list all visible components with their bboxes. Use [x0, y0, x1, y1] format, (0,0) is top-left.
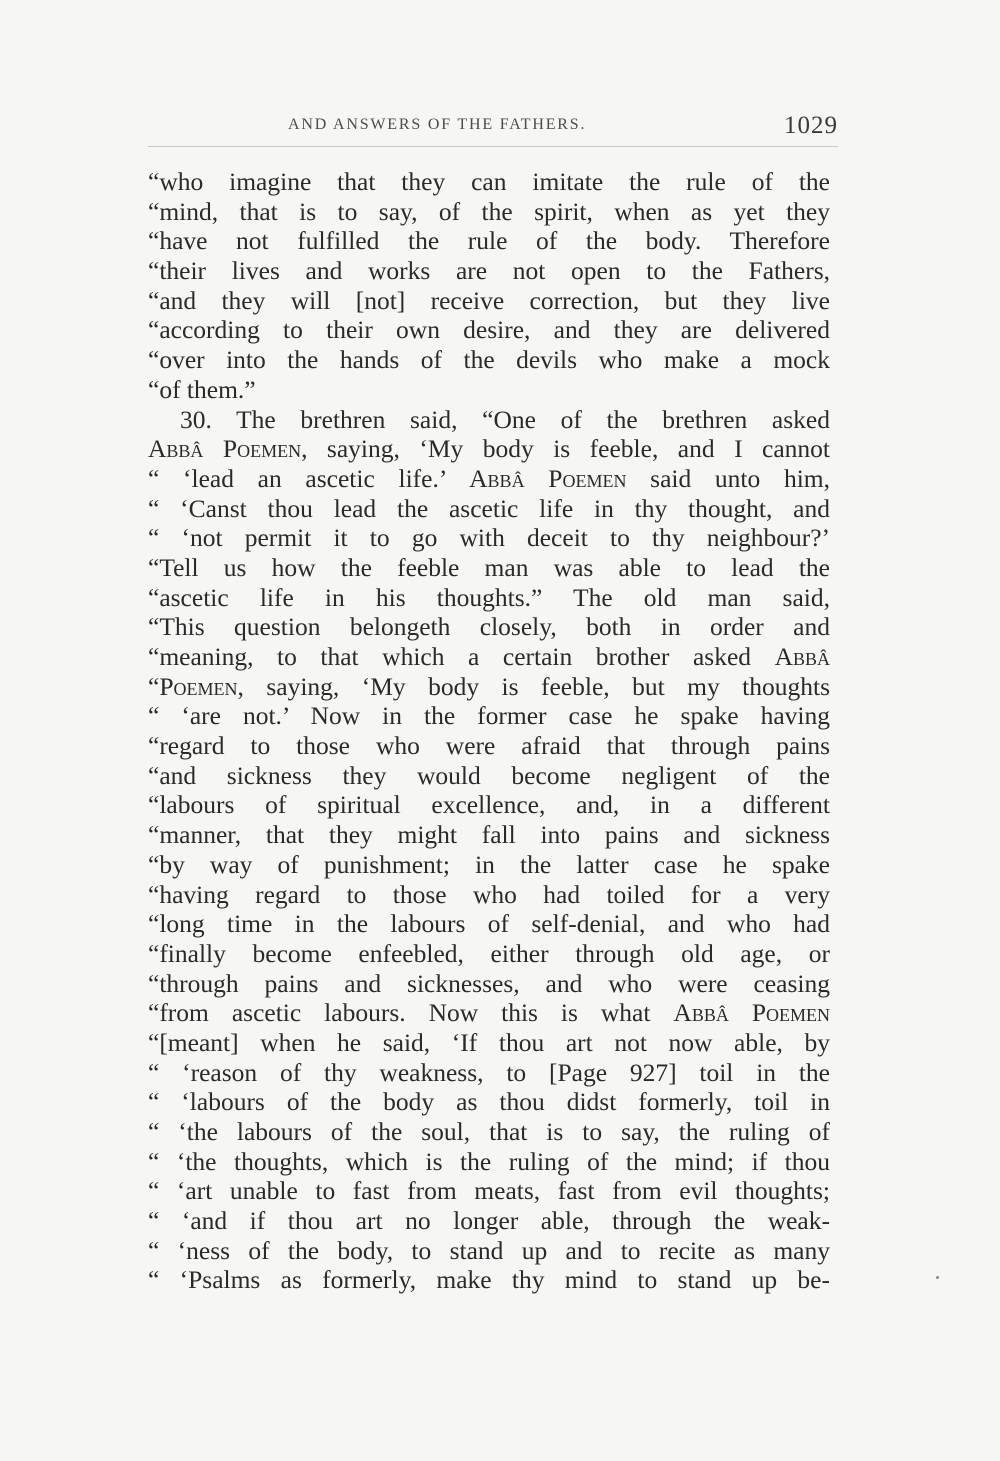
- text-line: “manner, that they might fall into pains and sickness: [148, 820, 830, 850]
- small-caps-name: Abbâ: [469, 463, 525, 493]
- small-caps-name: Abbâ: [673, 998, 729, 1028]
- text-line: “by way of punishment; in the latter case he spake: [148, 849, 830, 879]
- text-line: “having regard to those who had toiled for a very: [148, 879, 830, 909]
- text-line: Abbâ Poemen, saying, ‘My body is feeble, and I cannot: [148, 434, 830, 464]
- small-caps-name: Poemen: [222, 434, 302, 464]
- text-line: “and sickness they would become negligent of the: [148, 760, 830, 790]
- text-line: “ ‘Canst thou lead the ascetic life in thy thought, and: [148, 493, 830, 523]
- text-line: “Tell us how the feeble man was able to lead the: [148, 552, 830, 582]
- running-head: [148, 112, 838, 142]
- text-line: “ ‘the thoughts, which is the ruling of the mind; if thou: [148, 1146, 830, 1176]
- text-line: “labours of spiritual excellence, and, in a different: [148, 790, 830, 820]
- text-line: “from ascetic labours. Now this is what Abbâ Poemen: [148, 998, 830, 1028]
- text-line: “have not fulfilled the rule of the body. Therefore: [148, 226, 830, 256]
- text-line: “who imagine that they can imitate the rule of the: [148, 167, 830, 196]
- text-line: “Poemen, saying, ‘My body is feeble, but my thoughts: [148, 671, 830, 701]
- small-caps-name: Poemen: [159, 671, 238, 701]
- text-line: “ ‘labours of the body as thou didst formerly, toil in: [148, 1087, 830, 1117]
- text-line: “ ‘lead an ascetic life.’ Abbâ Poemen said unto him,: [148, 463, 830, 493]
- small-caps-name: Abbâ: [148, 434, 204, 464]
- text-line: “ ‘and if thou art no longer able, through the weak-: [148, 1206, 830, 1236]
- text-line: “ ‘art unable to fast from meats, fast from evil thoughts;: [148, 1176, 830, 1206]
- text-line: “ ‘not permit it to go with deceit to thy neighbour?’: [148, 523, 830, 553]
- text-line: “ ‘Psalms as formerly, make thy mind to stand up be-: [148, 1265, 830, 1295]
- text-line: “and they will [not] receive correction, but they live: [148, 285, 830, 315]
- text-line: “ ‘reason of thy weakness, to [Page 927] toil in the: [148, 1057, 830, 1087]
- text-line: “regard to those who were afraid that through pains: [148, 731, 830, 761]
- text-line: “over into the hands of the devils who make a mock: [148, 345, 830, 375]
- small-caps-name: Abbâ: [774, 642, 830, 671]
- text-line: “finally become enfeebled, either through old age, or: [148, 938, 830, 968]
- header-rule: [148, 146, 838, 147]
- text-line: “through pains and sicknesses, and who were ceasing: [148, 968, 830, 998]
- paragraph-30-start: 30. The brethren said, “One of the brethren asked: [180, 404, 830, 434]
- body-text: [148, 167, 830, 1295]
- running-title: AND ANSWERS OF THE FATHERS.: [288, 116, 587, 133]
- page-number: 1029: [784, 112, 838, 139]
- text-line: “meaning, to that which a certain brother asked Abbâ: [148, 642, 830, 671]
- print-speck: [936, 1276, 939, 1279]
- text-line: “ ‘ness of the body, to stand up and to recite as many: [148, 1235, 830, 1265]
- text-line: “ascetic life in his thoughts.” The old man said,: [148, 582, 830, 612]
- text-line: “This question belongeth closely, both in order and: [148, 612, 830, 642]
- text-line: “ ‘are not.’ Now in the former case he spake having: [148, 701, 830, 731]
- text-line: “their lives and works are not open to the Fathers,: [148, 256, 830, 286]
- text-line: “[meant] when he said, ‘If thou art not now able, by: [148, 1027, 830, 1057]
- small-caps-name: Poemen: [751, 998, 830, 1028]
- small-caps-name: Poemen: [548, 463, 627, 493]
- text-line: “according to their own desire, and they are delivered: [148, 315, 830, 345]
- text-line: “of them.”: [148, 374, 256, 404]
- text-line: “ ‘the labours of the soul, that is to say, the ruling of: [148, 1117, 830, 1146]
- text-line: “mind, that is to say, of the spirit, when as yet they: [148, 196, 830, 226]
- text-line: “long time in the labours of self-denial, and who had: [148, 909, 830, 939]
